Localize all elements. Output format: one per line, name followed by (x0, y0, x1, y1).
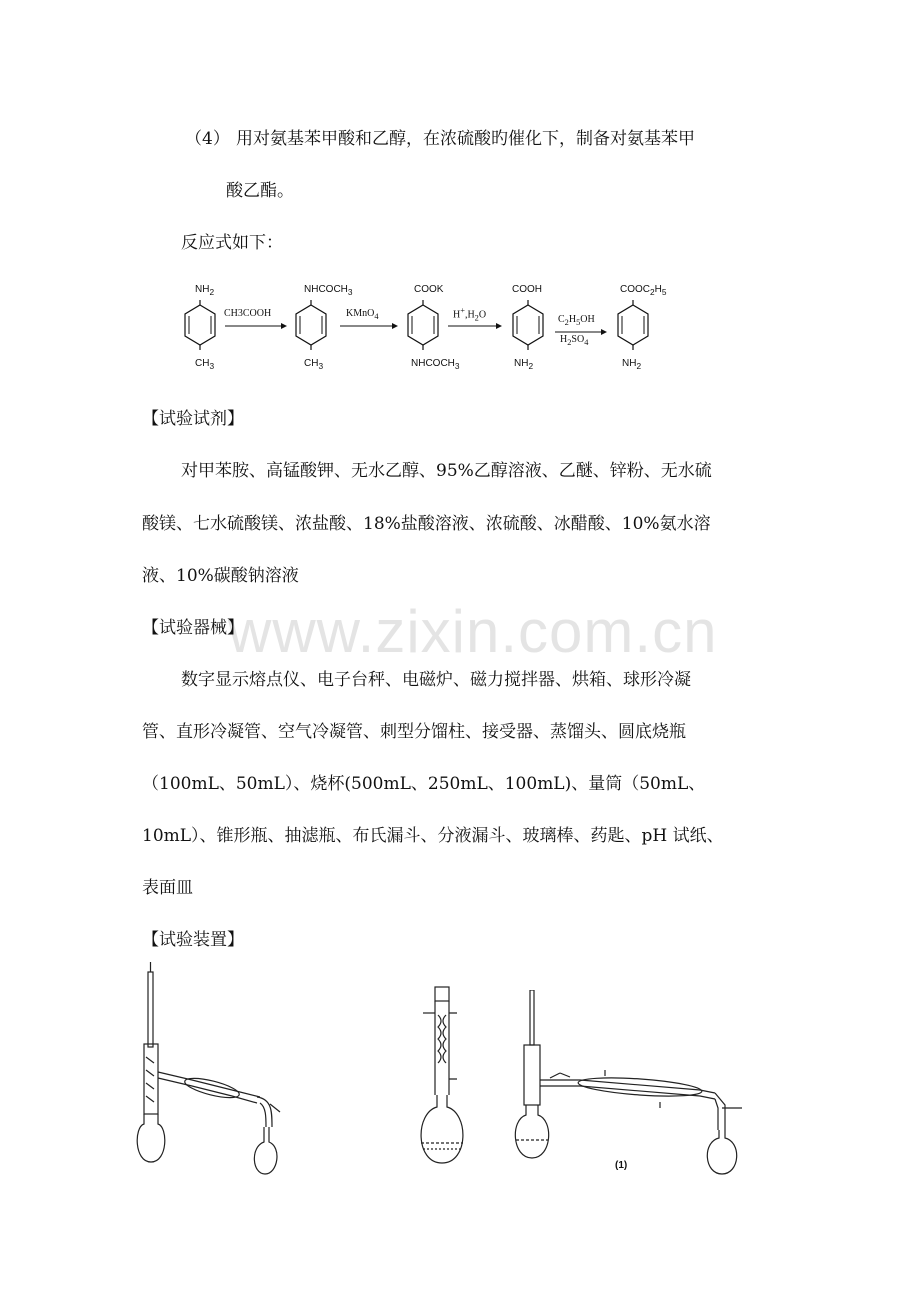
apparatus-heading: 【试验装置】 (142, 930, 244, 950)
equipment-heading: 【试验器械】 (142, 618, 244, 638)
compound-5-bottom: $NH_2$ (622, 358, 642, 371)
reaction-intro: 反应式如下： (181, 233, 283, 253)
item-4-text-line2: 酸乙酯。 (226, 181, 294, 201)
equipment-line2: 管、直形冷凝管、空气冷凝管、刺型分馏柱、接受器、蒸馏头、圆底烧瓶 (142, 722, 686, 742)
compound-4-bottom: $NH_2$ (514, 358, 534, 371)
reaction-scheme (170, 278, 720, 383)
equipment-line1: 数字显示熔点仪、电子台秤、电磁炉、磁力搅拌器、烘箱、球形冷凝 (181, 670, 691, 690)
arrow-4-reagent-top: $C_2H_5OH$ (558, 314, 595, 327)
reagents-line1: 对甲苯胺、高锰酸钾、无水乙醇、95%乙醇溶液、乙醚、锌粉、无水硫 (181, 461, 712, 481)
compound-1-bottom: $CH_3$ (195, 358, 215, 371)
equipment-line3: （100mL、50mL）、烧杯(500mL、250mL、100mL)、量筒（50mL、 (142, 774, 706, 794)
equipment-line5: 表面皿 (142, 878, 193, 898)
compound-3-bottom: $NHCOCH_3$ (411, 358, 460, 371)
benzene-ring-4 (510, 300, 546, 350)
item-4-text-line1: 用对氨基苯甲酸和乙醇，在浓硫酸旳催化下，制备对氨基苯甲 (236, 129, 695, 149)
arrow-4-reagent-bottom: $H_2SO_4$ (560, 334, 589, 347)
reagents-heading: 【试验试剂】 (142, 409, 244, 429)
item-4-number: （4） (185, 129, 230, 149)
compound-4-top: COOH (512, 284, 542, 295)
figure-3-label: (1) (615, 1160, 628, 1171)
watermark: www.zixin.com.cn (228, 598, 718, 665)
arrow-3-reagent: $H^+,H_2O$ (453, 306, 487, 323)
reagents-line3: 液、10%碳酸钠溶液 (142, 566, 299, 586)
compound-1-top: $NH_2$ (195, 284, 215, 297)
arrow-2-reagent: KMnO$_4$ (346, 308, 379, 321)
benzene-ring-2 (293, 300, 329, 350)
simple-distillation-apparatus (510, 990, 755, 1185)
reaction-arrow-2 (340, 322, 398, 330)
benzene-ring-5 (615, 300, 651, 350)
arrow-1-reagent: CH3COOH (224, 308, 272, 319)
equipment-line4: 10mL）、锥形瓶、抽滤瓶、布氏漏斗、分液漏斗、玻璃棒、药匙、pH 试纸、 (142, 826, 724, 846)
fractional-distillation-apparatus (132, 962, 292, 1182)
benzene-ring-1 (182, 300, 218, 350)
reagents-line2: 酸镁、七水硫酸镁、浓盐酸、18%盐酸溶液、浓硫酸、冰醋酸、10%氨水溶 (142, 514, 711, 534)
compound-5-top: $COOC_2H_5$ (620, 284, 667, 297)
reaction-arrow-3 (448, 322, 502, 330)
reflux-apparatus (405, 985, 490, 1185)
compound-3-top: COOK (414, 284, 444, 295)
compound-2-bottom: $CH_3$ (304, 358, 324, 371)
compound-2-top: $NHCOCH_3$ (304, 284, 353, 297)
benzene-ring-3 (405, 300, 441, 350)
reaction-arrow-1 (225, 322, 287, 330)
